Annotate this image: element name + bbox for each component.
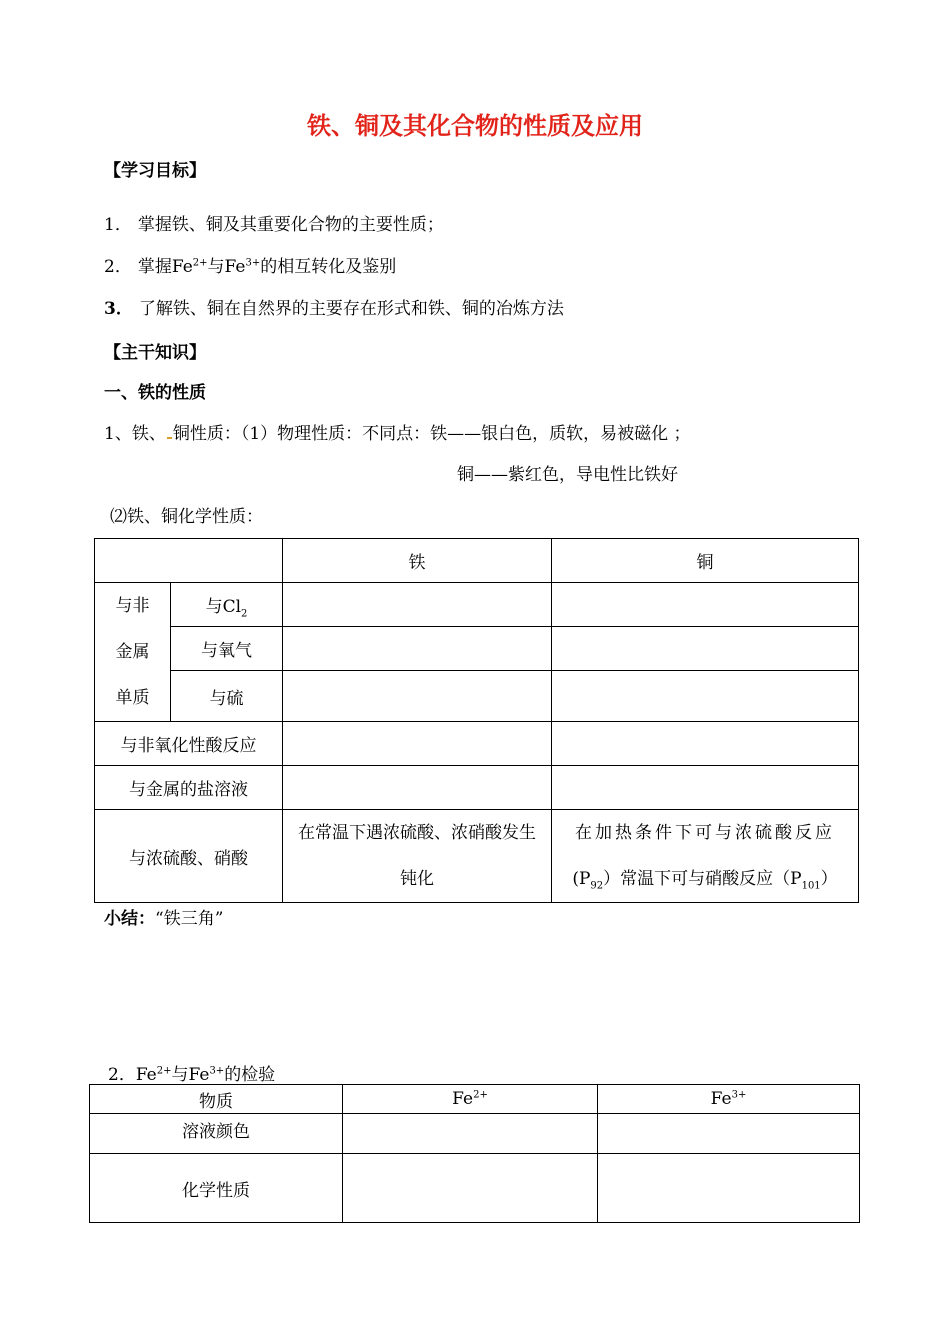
row-oxygen: 与氧气 — [171, 627, 283, 671]
row-chlorine: 与$Cl_2$ — [171, 583, 283, 627]
cell-iron-chlorine[interactable] — [282, 583, 551, 627]
cell-fe3-chem[interactable] — [598, 1154, 860, 1223]
ion-test-table — [89, 1084, 860, 1223]
cell-fe2-color[interactable] — [343, 1114, 598, 1154]
cell-copper-chlorine[interactable] — [551, 583, 858, 627]
cell-iron-salt[interactable] — [282, 766, 551, 810]
row-metal-salt: 与金属的盐溶液 — [95, 766, 283, 810]
knowledge-heading: 【主干知识】 — [104, 343, 206, 363]
item-number: 1． — [104, 215, 132, 235]
objectives-heading: 【学习目标】 — [104, 161, 206, 181]
nonmetal-group-label: 与非 金属 单质 — [95, 583, 171, 722]
row-nonoxidizing-acid: 与非氧化性酸反应 — [95, 722, 283, 766]
item-number: 3． — [104, 299, 133, 319]
header-iron: 铁 — [282, 539, 551, 583]
cell-copper-sulfur[interactable] — [551, 671, 858, 722]
objective-item-3 — [104, 294, 564, 319]
cell-iron-acid[interactable] — [282, 722, 551, 766]
summary-line — [104, 904, 223, 929]
item-text: 了解铁、铜在自然界的主要存在形式和铁、铜的冶炼方法 — [138, 299, 564, 319]
header-empty-cell — [95, 539, 283, 583]
row-sulfur: 与硫 — [171, 671, 283, 722]
cell-copper-salt[interactable] — [551, 766, 858, 810]
row-solution-color: 溶液颜色 — [90, 1114, 343, 1154]
summary-text: “铁三角” — [155, 909, 224, 929]
header-copper: 铜 — [551, 539, 858, 583]
cell-fe2-chem[interactable] — [343, 1154, 598, 1223]
item-text-mid: 与Fe — [207, 257, 246, 277]
cell-fe3-color[interactable] — [598, 1114, 860, 1154]
section-iron-properties: 一、铁的性质 — [104, 383, 206, 403]
row-chemical-properties: 化学性质 — [90, 1154, 343, 1223]
cell-copper-acid[interactable] — [551, 722, 858, 766]
item-number: 2． — [104, 257, 132, 277]
header-fe2: $Fe^{2+}$ — [343, 1085, 598, 1114]
summary-label: 小结： — [104, 909, 155, 929]
physical-properties-line: 1、铁、 铜性质：（1）物理性质：不同点：铁——银白色，质软，易被磁化 ； — [104, 424, 691, 444]
cell-iron-oxygen[interactable] — [282, 627, 551, 671]
item-text: 掌握铁、铜及其重要化合物的主要性质； — [137, 215, 444, 235]
cell-copper-concentrated-acid: 在加热条件下可与浓硫酸反应 $(P_{92})$常温下可与硝酸反应$(P_{101})$ — [551, 810, 858, 903]
chemical-properties-label: ⑵铁、铜化学性质： — [110, 507, 263, 527]
objective-item-1 — [104, 210, 444, 235]
header-substance: 物质 — [90, 1085, 343, 1114]
copper-physical-line: 铜——紫红色，导电性比铁好 — [457, 465, 678, 485]
header-fe3: $Fe^{3+}$ — [598, 1085, 860, 1114]
cell-iron-sulfur[interactable] — [282, 671, 551, 722]
chemical-properties-table — [94, 538, 859, 903]
page-title: 铁、铜及其化合物的性质及应用 — [307, 112, 643, 140]
objective-item-2 — [104, 252, 396, 277]
cell-copper-oxygen[interactable] — [551, 627, 858, 671]
item-text-post: 的相互转化及鉴别 — [260, 257, 397, 277]
edit-mark — [167, 437, 172, 439]
item-text-pre: 掌握Fe — [137, 257, 193, 277]
section-ion-test: 2．$Fe^{2+}$与$Fe^{3+}$的检验 — [108, 1065, 276, 1085]
charge-superscript: 2+ — [192, 257, 208, 269]
cell-iron-concentrated-acid: 在常温下遇浓硫酸、浓硝酸发生钝化 — [282, 810, 551, 903]
row-concentrated-acid: 与浓硫酸、硝酸 — [95, 810, 283, 903]
charge-superscript: 3+ — [245, 257, 261, 269]
